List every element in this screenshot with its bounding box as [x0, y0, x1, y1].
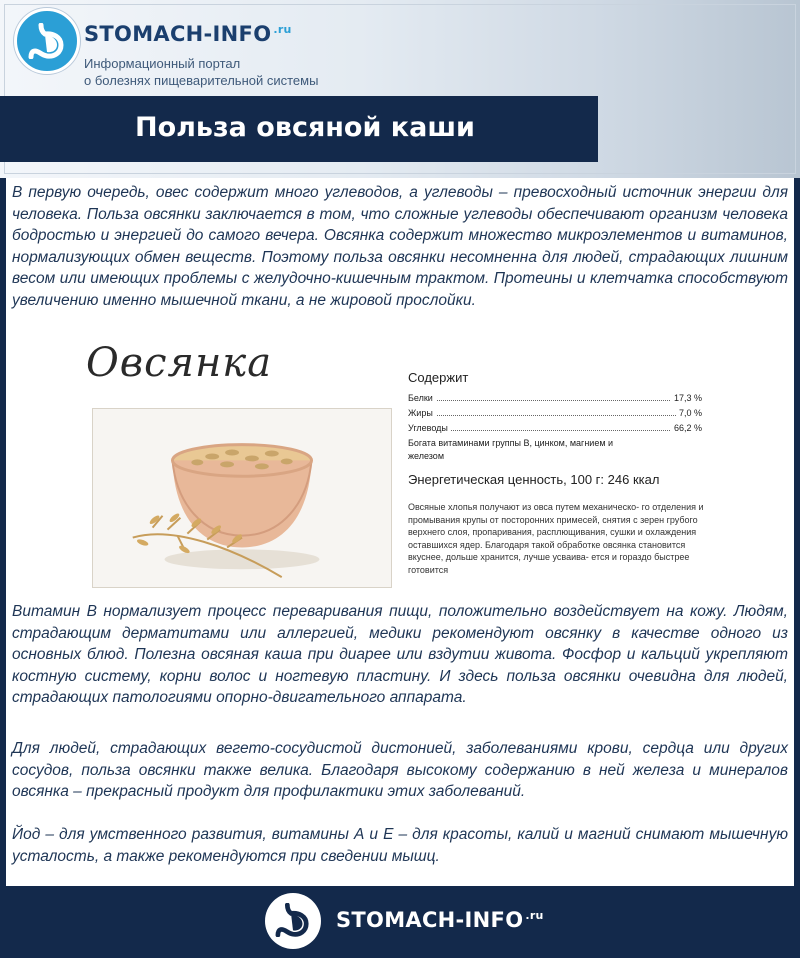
nutrient-value: 66,2 % [671, 421, 702, 436]
brand-tld: .ru [273, 23, 292, 36]
nutrient-name: Жиры [408, 406, 436, 421]
stomach-icon [27, 23, 67, 59]
nutrient-row [408, 391, 708, 406]
paragraph-4: Йод – для умственного развития, витамины А и Е – для красоты, калий и магний снимают мышечную усталость, а также рекомендуются при сведении мышц. [12, 826, 788, 865]
leader-dots [408, 400, 702, 401]
energy-value: Энергетическая ценность, 100 г: 246 ккал [408, 472, 660, 487]
nutrient-row [408, 406, 708, 421]
leader-dots [408, 430, 702, 431]
tagline-line-2: о болезнях пищеварительной системы [84, 73, 319, 88]
nutrient-value: 7,0 % [676, 406, 702, 421]
article-body [6, 178, 794, 886]
stomach-icon [274, 903, 312, 937]
nutrition-panel [408, 370, 708, 577]
nutrient-name: Белки [408, 391, 436, 406]
footer-brand-tld: .ru [525, 909, 544, 922]
nutrient-name: Углеводы [408, 421, 451, 436]
contains-label: Содержит [408, 370, 469, 385]
site-header [0, 0, 800, 178]
title-bar [0, 96, 598, 162]
oatmeal-bowl-illustration [93, 409, 391, 587]
brand-name[interactable] [84, 22, 292, 46]
oatmeal-bowl-image [92, 408, 392, 588]
site-tagline [84, 55, 318, 89]
page-title: Польза овсяной каши [135, 112, 475, 143]
footer-brand[interactable] [336, 908, 544, 932]
oatmeal-description: Овсяные хлопья получают из овса путем механическо- го отделения и промывания крупы от посторонних примесей, снятия с зерен грубого верхнего слоя, пропаривания, расплющивания, сушки и охлаждения оставшихся ядер. Благодаря такой обработке овсянка становится вкуснее, дольше хранится, лучше усваива- ется и гораздо быстрее готовится [408, 502, 704, 575]
leader-dots [408, 415, 702, 416]
nutrient-value: 17,3 % [671, 391, 702, 406]
brand-text: STOMACH-INFO [84, 22, 272, 46]
paragraph-1: В первую очередь, овес содержит много углеводов, а углеводы – превосходный источник энергии для человека. Польза овсянки заключается в том, что сложные углеводы обеспечивают организм человека бодростью и энергией до самого вечера. Овсянка содержит множество микроэлементов и витаминов, нормализующих обмен веществ. Поэтому польза овсянки несомненна для людей, страдающих лишним весом или имеющих проблемы с желудочно-кишечным трактом. Протеины и клетчатка способствуют увеличению именно мышечной ткани, а не жировой прослойки. [12, 184, 788, 309]
footer-logo[interactable] [265, 893, 321, 949]
tagline-line-1: Информационный портал [84, 56, 241, 71]
site-logo[interactable] [14, 8, 80, 74]
paragraph-3: Для людей, страдающих вегето-сосудистой дистонией, заболеваниями крови, сердца или других сосудов, польза овсянки также велика. Благодаря высокому содержанию в ней железа и минералов овсянка – прекрасный продукт для профилактики этих заболеваний. [12, 740, 788, 800]
vitamins-note: Богата витаминами группы В, цинком, магнием и железом [408, 438, 614, 461]
site-footer [0, 886, 800, 958]
paragraph-2: Витамин В нормализует процесс переваривания пищи, положительно воздействует на кожу. Людям, страдающим дерматитами или аллергией, медики рекомендуют овсянку в качестве одного из основных блюд. Полезна овсяная каша при диарее или вздутии живота. Фосфор и кальций укрепляют костную систему, корни волос и ногтевую пластину. И здесь польза овсянки очевидна для людей, страдающих патологиями опорно-двигательного аппарата. [12, 603, 788, 706]
infographic-title: Овсянка [86, 340, 273, 386]
footer-brand-text: STOMACH-INFO [336, 908, 524, 932]
nutrient-row [408, 421, 708, 436]
